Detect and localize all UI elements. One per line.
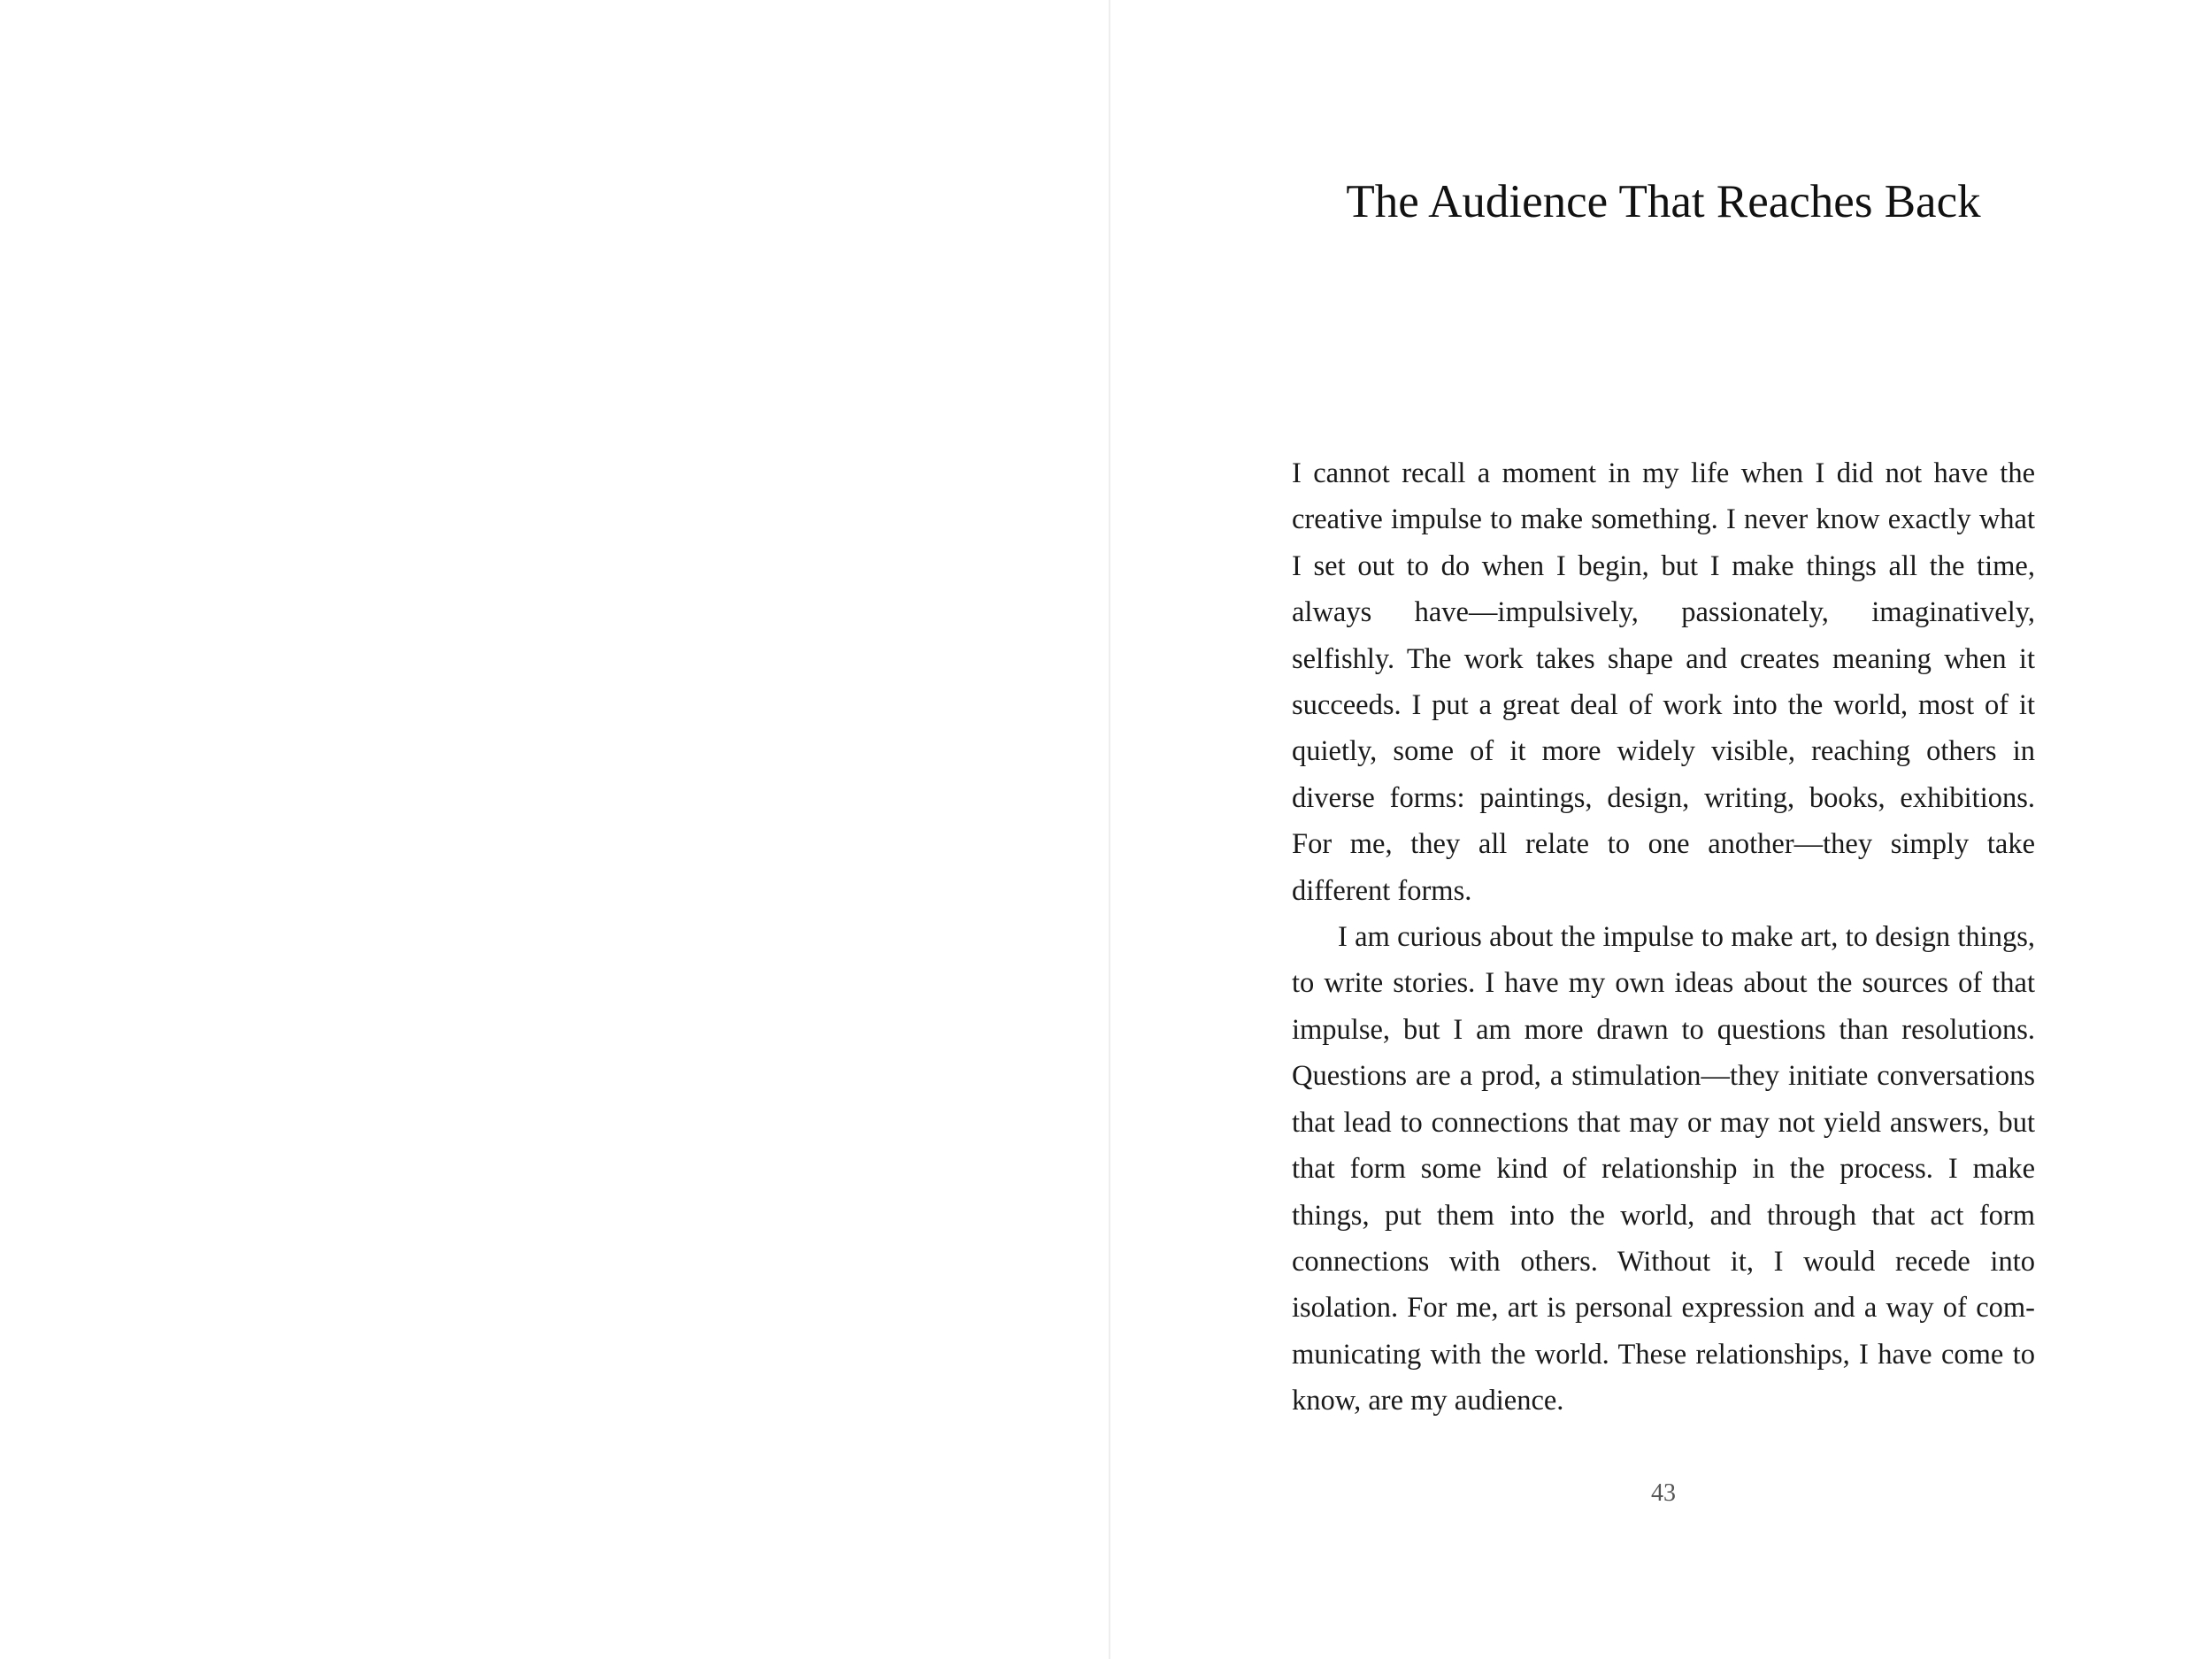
- page-number: 43: [1651, 1479, 1676, 1507]
- chapter-title: The Audience That Reaches Back: [1346, 176, 1981, 227]
- paragraph-2: I am curious about the impulse to make art, to design things, to write stories. I have my own ideas about the sources of that impulse, but I am more drawn to questions than resolutions. Questions are a prod, a stimulation—they initiate conversations that lead to connections that may or may not yield answers, but that form some kind of relationship in the process. I make things, put them into the world, and through that act form connections with others. Without it, I would recede into isolation. For me, art is personal expression and a way of communicating with the world. These relationships, I have come to know, are my audience.: [1292, 921, 2035, 1417]
- body-text: [1292, 450, 2035, 1425]
- paragraph-1: I cannot recall a moment in my life when I did not have the creative impulse to make something. I never know exactly what I set out to do when I begin, but I make things all the time, always have—impulsively, passionately, imaginatively, selfishly. The work takes shape and creates meaning when it succeeds. I put a great deal of work into the world, most of it quietly, some of it more widely visible, reaching others in diverse forms: paintings, design, writing, books, exhibitions. For me, they all relate to one another—they simply take different forms.: [1292, 457, 2035, 907]
